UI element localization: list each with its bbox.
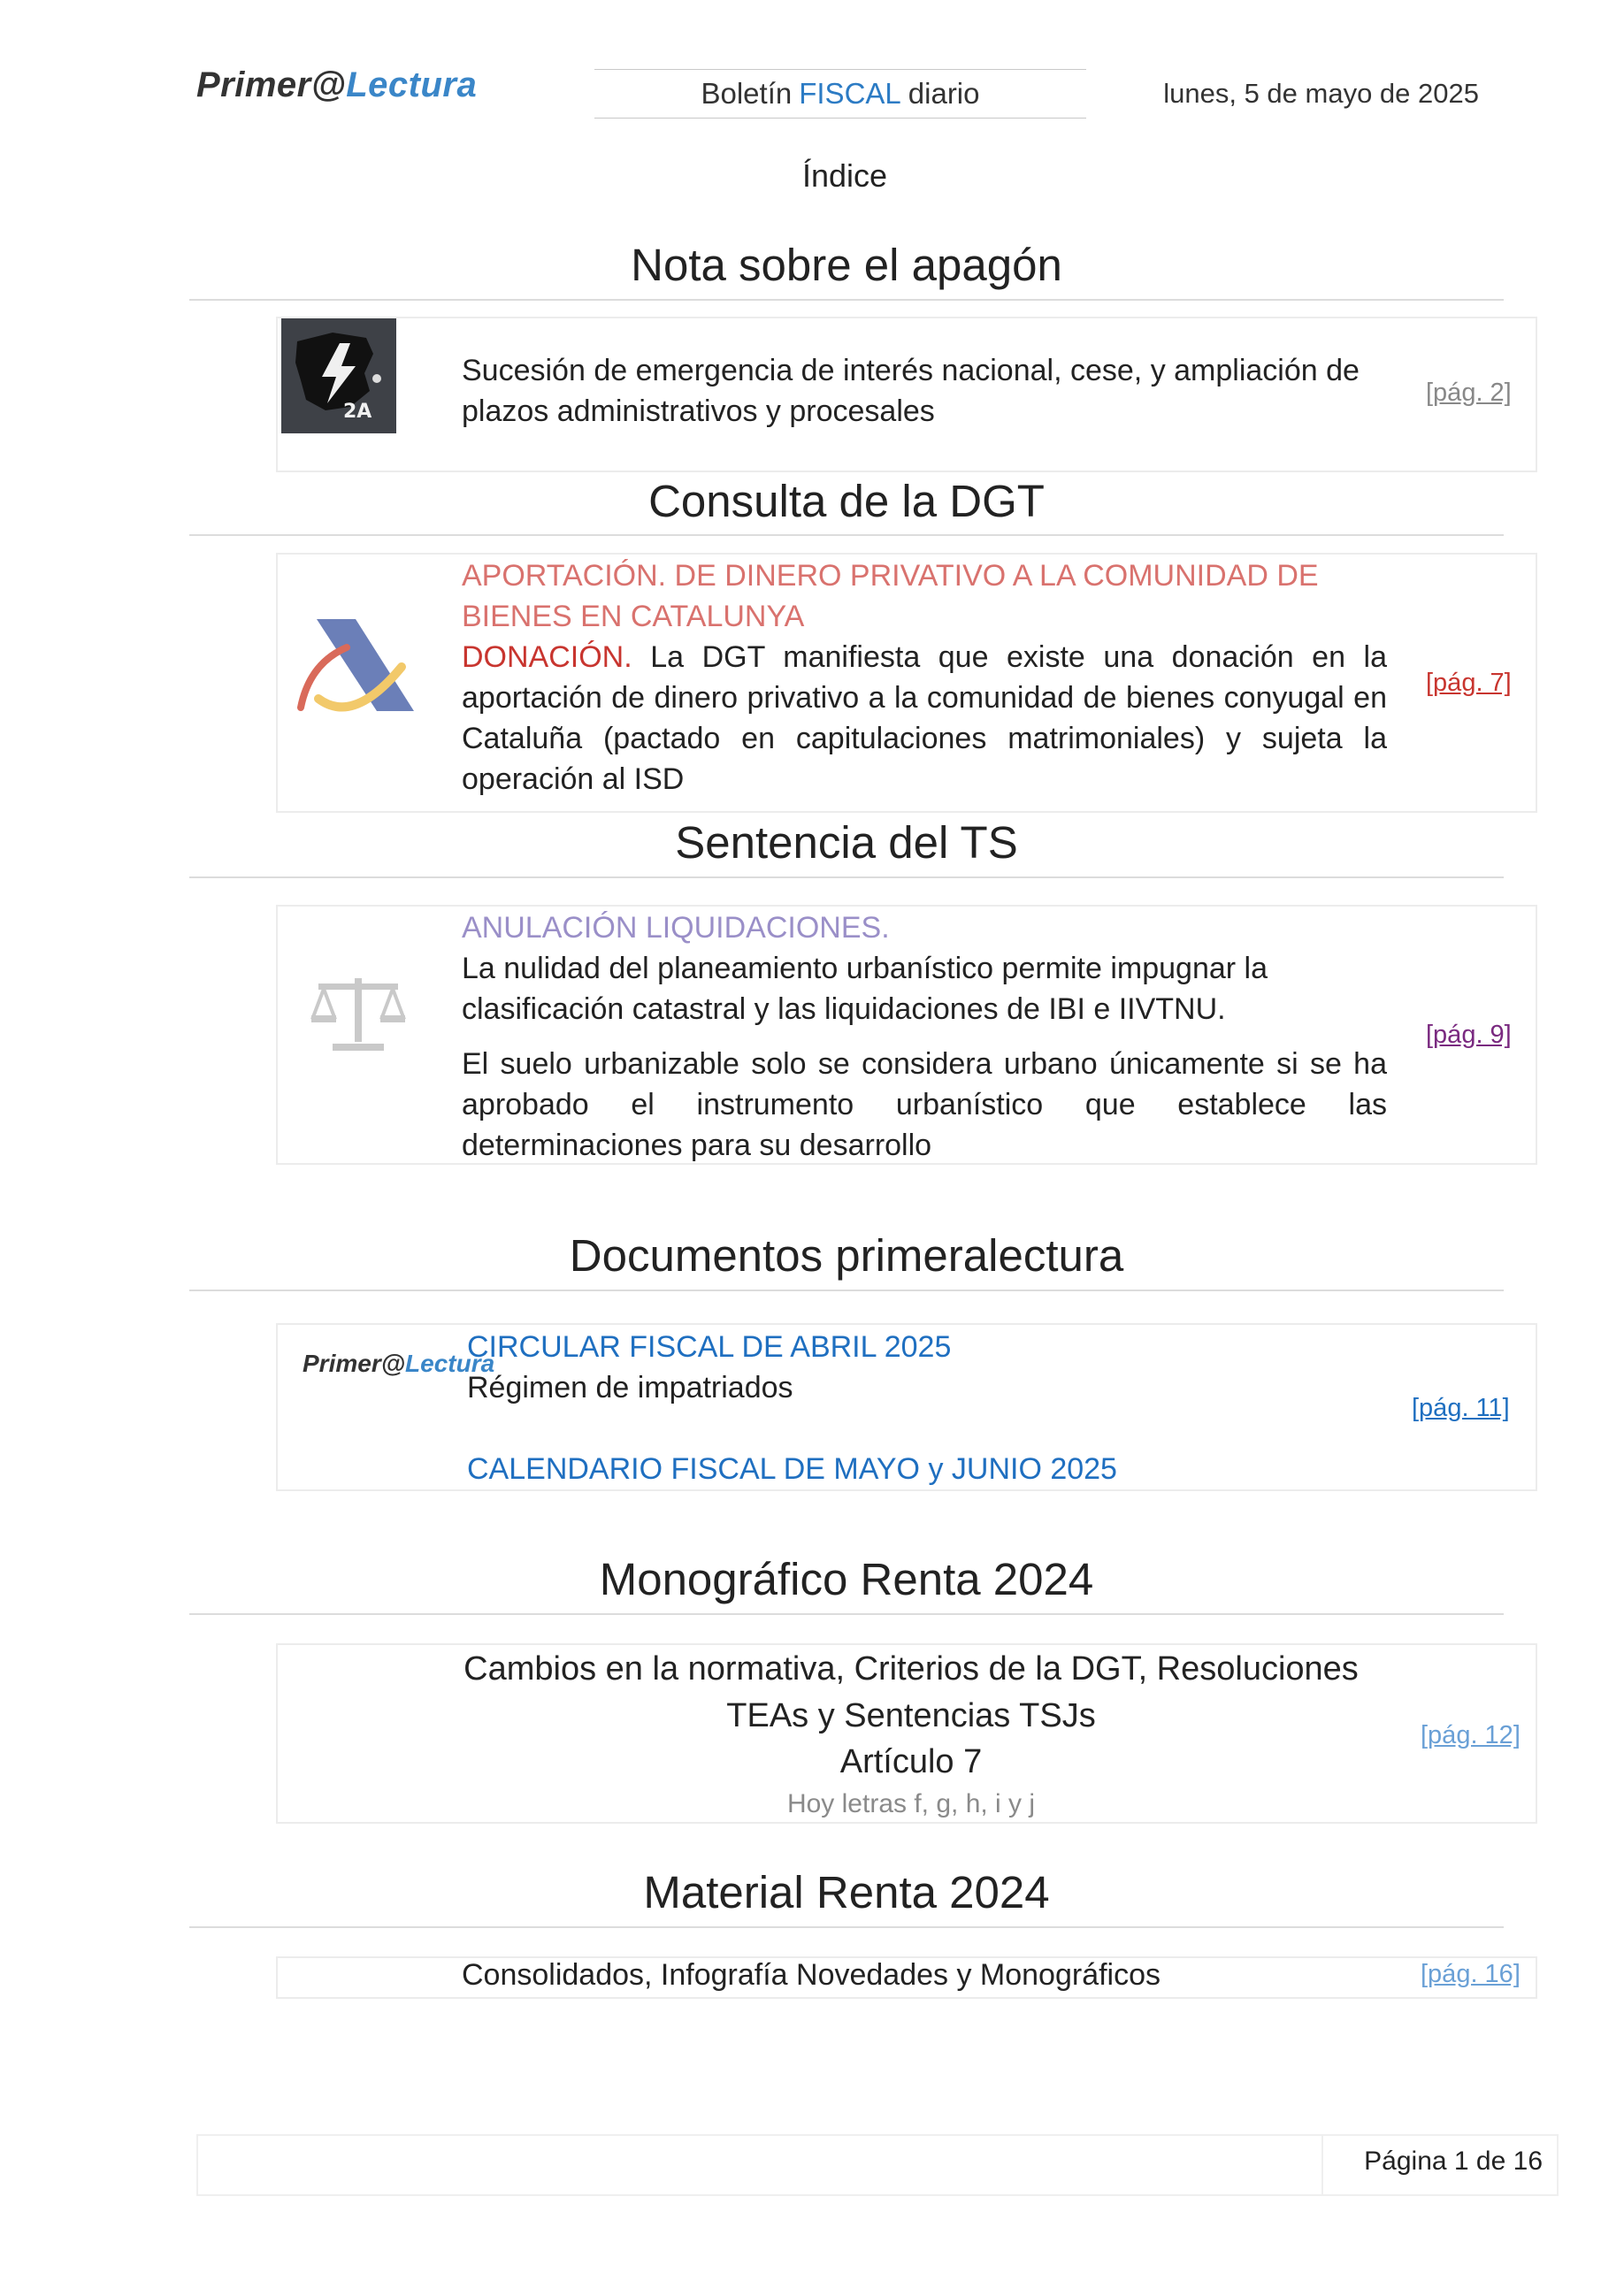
docs-item-circular[interactable]: CIRCULAR FISCAL DE ABRIL 2025 xyxy=(467,1330,952,1364)
mono-line2: TEAs y Sentencias TSJs xyxy=(726,1697,1096,1734)
index-title: Índice xyxy=(801,157,888,194)
page-link-dgt[interactable]: [pág. 7] xyxy=(1426,669,1512,697)
entry-text2-ts: El suelo urbanizable solo se considera urbano únicamente si se ha aprobado el instrumento urbanístico que establece las determinaciones para su desarrollo xyxy=(462,1047,1387,1162)
header-title-accent: FISCAL xyxy=(799,77,901,110)
entry-text-dgt: La DGT manifiesta que existe una donación en la aportación de dinero privativo a la comunidad de bienes conyugal en Cataluña (pactado en capitulaciones matrimoniales) y sujeta la operación al ISD xyxy=(462,640,1387,796)
mono-line1: Cambios en la normativa, Criterios de la DGT, Resoluciones xyxy=(463,1650,1359,1688)
section-title-apagon: Nota sobre el apagón xyxy=(631,240,1062,290)
header-title-post: diario xyxy=(908,77,980,110)
entry-text1-ts: La nulidad del planeamiento urbanístico permite impugnar la clasificación catastral y las liquidaciones de IBI e IIVTNU. xyxy=(462,952,1268,1026)
header-title xyxy=(594,69,1086,119)
entry-content-docs xyxy=(467,1327,1352,1489)
entry-lead-dgt: DONACIÓN. xyxy=(462,640,632,674)
mono-line3: Artículo 7 xyxy=(839,1743,983,1780)
tax-agency-logo xyxy=(292,601,425,725)
docs-logo-primer: Primer@ xyxy=(303,1350,406,1377)
docs-item-calendario[interactable]: CALENDARIO FISCAL DE MAYO y JUNIO 2025 xyxy=(467,1452,1117,1486)
lightning-map-icon xyxy=(281,318,396,433)
entry-content-mono xyxy=(425,1645,1398,1824)
header-logo-lectura: Lectura xyxy=(346,65,478,104)
footer-divider xyxy=(1321,2134,1323,2196)
entry-text-apagon: Sucesión de emergencia de interés nacional, cese, y ampliación de plazos administrativos y procesales xyxy=(462,354,1360,428)
scales-icon xyxy=(306,969,410,1058)
page-link-mono[interactable]: [pág. 12] xyxy=(1421,1721,1521,1749)
blackout-image xyxy=(281,318,396,433)
section-title-ts: Sentencia del TS xyxy=(675,817,1018,868)
section-rule xyxy=(189,1926,1504,1928)
section-rule xyxy=(189,1613,1504,1615)
footer-page-number: Página 1 de 16 xyxy=(1364,2147,1543,2176)
header-title-pre: Boletín xyxy=(701,77,793,110)
tax-agency-logo-icon xyxy=(292,601,425,725)
section-title-docs: Documentos primeralectura xyxy=(569,1230,1124,1281)
docs-item-circular-subtitle: Régimen de impatriados xyxy=(467,1371,793,1404)
header-date: lunes, 5 de mayo de 2025 xyxy=(1163,78,1479,109)
docs-logo-lectura: Lectura xyxy=(405,1350,495,1377)
entry-content-dgt xyxy=(462,555,1387,800)
mono-line4: Hoy letras f, g, h, i y j xyxy=(786,1789,1036,1818)
page-link-docs[interactable]: [pág. 11] xyxy=(1412,1394,1510,1422)
entry-heading-dgt: APORTACIÓN. DE DINERO PRIVATIVO A LA COMUNIDAD DE BIENES EN CATALUNYA xyxy=(462,559,1319,633)
page-link-apagon[interactable]: [pág. 2] xyxy=(1426,379,1512,407)
entry-content-ts xyxy=(462,907,1387,1166)
scales-of-justice-image xyxy=(306,969,410,1058)
section-title-mono: Monográfico Renta 2024 xyxy=(599,1554,1094,1604)
entry-paragraph-dgt xyxy=(462,637,1387,800)
entry-text-material: Consolidados, Infografía Novedades y Monográficos xyxy=(462,1958,1161,1992)
section-title-dgt: Consulta de la DGT xyxy=(648,476,1045,526)
section-title-material: Material Renta 2024 xyxy=(643,1867,1050,1917)
section-rule xyxy=(189,534,1504,536)
section-rule xyxy=(189,1290,1504,1291)
section-rule xyxy=(189,299,1504,301)
blackout-image-label: 2A xyxy=(343,401,372,423)
entry-heading-ts: ANULACIÓN LIQUIDACIONES. xyxy=(462,911,890,945)
docs-logo xyxy=(303,1350,494,1378)
header-logo-primer: Primer@ xyxy=(196,65,347,104)
page-link-ts[interactable]: [pág. 9] xyxy=(1426,1021,1512,1049)
footer-box xyxy=(196,2134,1559,2196)
header-logo xyxy=(196,65,477,105)
section-rule xyxy=(189,876,1504,878)
page-link-material[interactable]: [pág. 16] xyxy=(1421,1960,1521,1988)
